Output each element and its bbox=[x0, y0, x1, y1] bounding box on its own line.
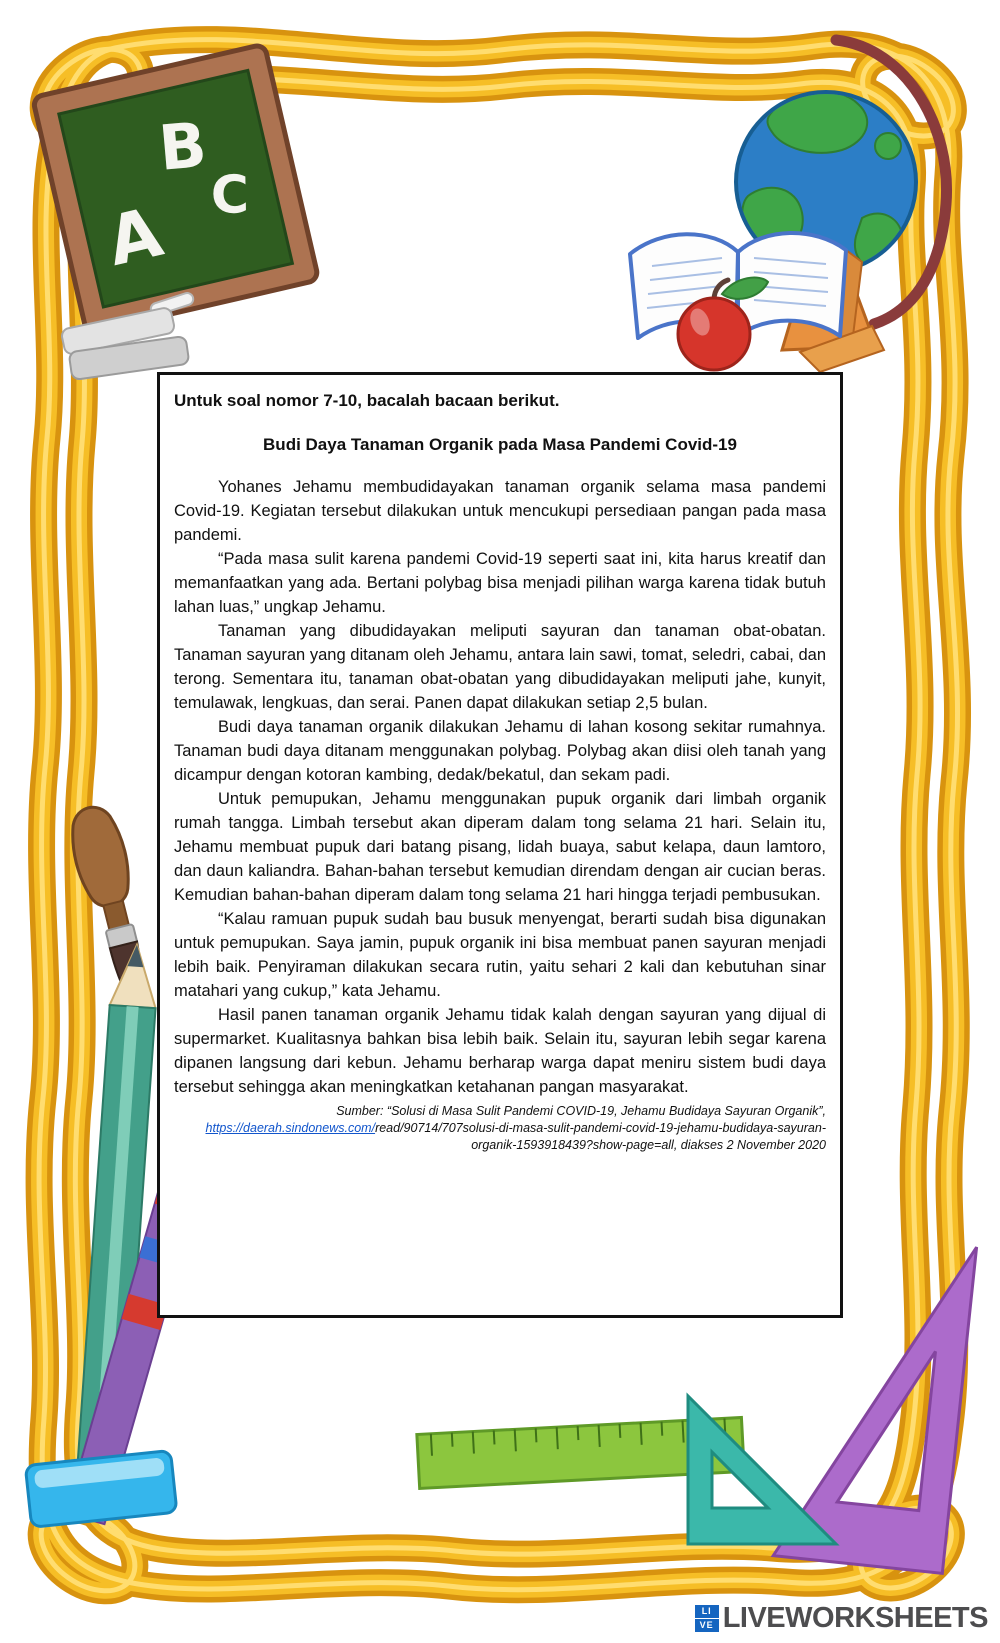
source-citation bbox=[174, 1103, 826, 1154]
chalkboard-icon bbox=[32, 44, 318, 333]
passage-paragraph-3: Tanaman yang dibudidayakan meliputi sayuran dan tanaman obat-obatan. Tanaman sayuran yang ditanam oleh Jehamu, antara lain sawi, tomat, seledri, cabai, dan terong. Sementara itu, tanaman obat-obatan yang dibudidayakan meliputi jahe, kunyit, temulawak, lengkuas, dan serai. Panen dapat dilakukan setiap 2,5 bulan. bbox=[174, 622, 826, 712]
source-line-2: read/90714/707solusi-di-masa-sulit-pandemi-covid-19-jehamu-budidaya-sayuran- bbox=[375, 1121, 826, 1135]
open-book-icon bbox=[630, 233, 884, 372]
passage-paragraph-6: “Kalau ramuan pupuk sudah bau busuk menyengat, berarti sudah bisa digunakan untuk pemupukan. Saya jamin, pupuk organik ini bisa membuat panen sayuran menjadi lebih baik. Penyiraman dilakukan secara rutin, yaitu sehari 2 kali dan kebutuhan sinar matahari yang cukup,” kata Jehamu. bbox=[174, 910, 826, 1000]
passage-title: Budi Daya Tanaman Organik pada Masa Pandemi Covid-19 bbox=[263, 435, 737, 454]
passage-paragraph-4: Budi daya tanaman organik dilakukan Jehamu di lahan kosong sekitar rumahnya. Tanaman budi daya ditanam menggunakan polybag. Polybag akan diisi oleh tanah yang dicampur dengan kotoran kambing, dedak/bekatul, dan sekam padi. bbox=[174, 718, 826, 784]
source-line-3: organik-1593918439?show-page=all, diakses 2 November 2020 bbox=[471, 1138, 826, 1152]
liveworksheets-logo-icon bbox=[695, 1605, 719, 1632]
passage-paragraph-5: Untuk pemupukan, Jehamu menggunakan pupuk organik dari limbah organik rumah tangga. Limbah tersebut akan diperam dalam tong selama 21 hari. Selain itu, Jehamu membuat pupuk dari batang pisang, lidah buaya, sabut kelapa, daun lamtoro, dan daun kaliandra. Bahan-bahan tersebut kemudian direndam dengan air cucian beras. Kemudian bahan-bahan diperam dalam tong selama 21 hari hingga terjadi pembusukan. bbox=[174, 790, 826, 904]
chalk-letter-a: A bbox=[100, 193, 170, 283]
chalk-letter-b: B bbox=[156, 108, 210, 185]
source-line-1: Sumber: “Solusi di Masa Sulit Pandemi COVID-19, Jehamu Budidaya Sayuran Organik”, bbox=[336, 1104, 826, 1118]
passage-paragraph-1: Yohanes Jehamu membudidayakan tanaman organik selama masa pandemi Covid-19. Kegiatan tersebut dilakukan untuk mencukupi persediaan pangan pada masa pandemi. bbox=[174, 478, 826, 544]
logo-row-top: LI bbox=[695, 1605, 719, 1618]
eraser-icon bbox=[25, 1450, 177, 1527]
chalk-letter-c: C bbox=[210, 165, 250, 226]
brand-text: LIVEWORKSHEETS bbox=[722, 1602, 988, 1634]
set-square-icon bbox=[688, 1396, 836, 1544]
passage-paragraph-2: “Pada masa sulit karena pandemi Covid-19 seperti saat ini, kita harus kreatif dan memanfaatkan yang ada. Bertani polybag bisa menjadi pilihan warga karena tidak butuh lahan luas,” ungkap Jehamu. bbox=[174, 550, 826, 616]
passage-box bbox=[157, 372, 843, 1318]
passage-paragraph-7: Hasil panen tanaman organik Jehamu tidak kalah dengan sayuran yang dijual di supermarket. Kualitasnya bahkan bisa lebih baik. Selain itu, sayuran lebih segar karena dipanen langsung dari kebun. Jehamu berharap warga dapat meniru sistem budi daya tersebut sehingga akan meningkatkan ketahanan pangan masyarakat. bbox=[174, 1006, 826, 1096]
source-link[interactable]: https://daerah.sindonews.com/ bbox=[205, 1121, 376, 1135]
instruction-text: Untuk soal nomor 7-10, bacalah bacaan berikut. bbox=[174, 391, 560, 410]
footer-brand bbox=[695, 1602, 988, 1635]
logo-row-bottom: VE bbox=[695, 1619, 719, 1632]
